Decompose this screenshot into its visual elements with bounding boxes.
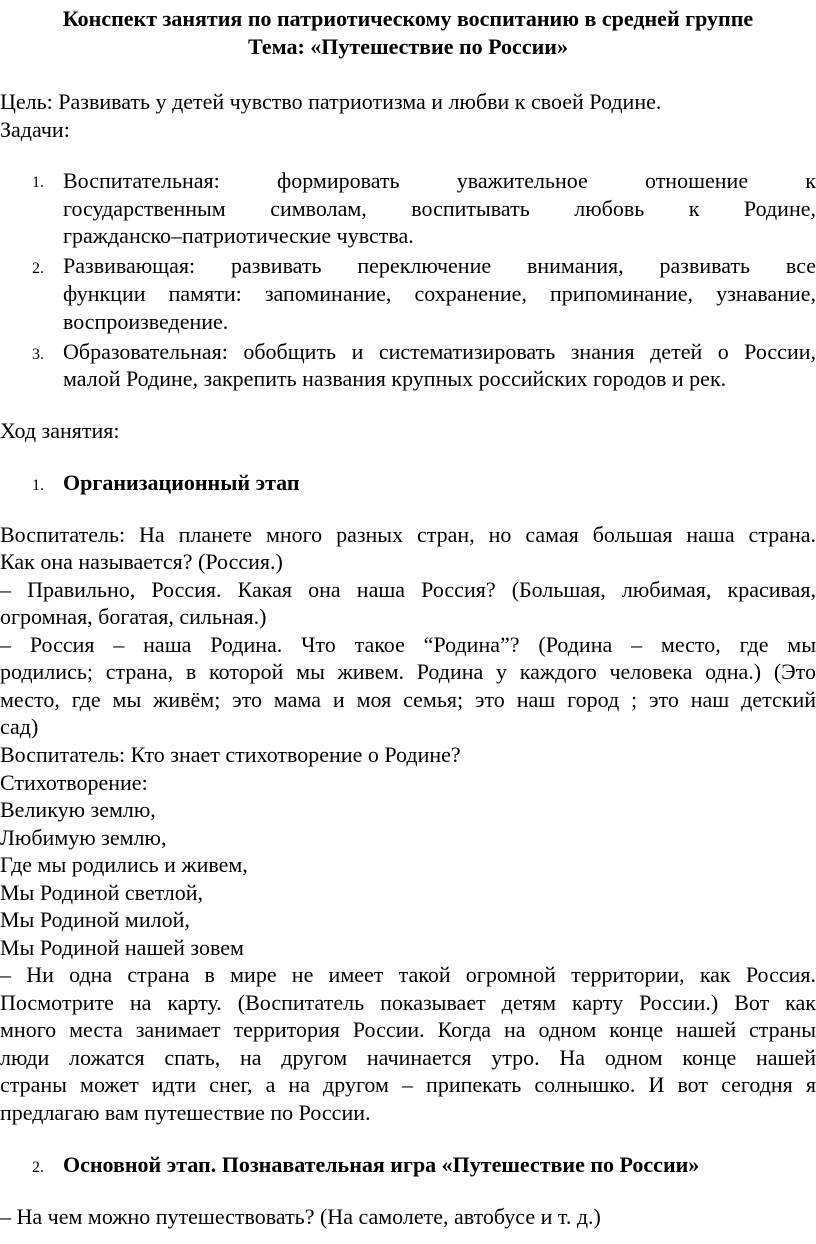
body-line: – Ни одна страна в мире не имеет такой огромной территории, как Россия. bbox=[0, 962, 816, 987]
task-line: Образовательная: обобщить и систематизировать знания детей о России, bbox=[63, 339, 816, 364]
body-line: место, где мы живём; это мама и моя семья; это наш город ; это наш детский bbox=[0, 687, 816, 712]
course-label: Ход занятия: bbox=[0, 418, 120, 443]
body-line: много места занимает территория России. Когда на одном конце нашей страны bbox=[0, 1017, 816, 1042]
document-title-line2: Тема: «Путешествие по России» bbox=[248, 34, 568, 59]
poem-line: Мы Родиной светлой, bbox=[0, 880, 204, 905]
body-line: Воспитатель: Кто знает стихотворение о Родине? bbox=[0, 742, 461, 767]
task-line: функции памяти: запоминание, сохранение, припоминание, узнавание, bbox=[63, 281, 816, 306]
task-number: 3. bbox=[32, 346, 44, 363]
body-line: страны может идти снег, а на другом – припекать солнышко. И вот сегодня я bbox=[0, 1072, 816, 1097]
task-line: воспроизведение. bbox=[63, 309, 229, 334]
body-line: Как она называется? (Россия.) bbox=[0, 549, 283, 574]
stage-title: Основной этап. Познавательная игра «Путешествие по России» bbox=[63, 1152, 700, 1177]
body-line: сад) bbox=[0, 714, 39, 739]
poem-line: Мы Родиной милой, bbox=[0, 907, 190, 932]
stage-title: Организационный этап bbox=[63, 470, 300, 495]
body-line: Посмотрите на карту. (Воспитатель показывает детям карту России.) Вот как bbox=[0, 990, 816, 1015]
body-line: – На чем можно путешествовать? (На самолете, автобусе и т. д.) bbox=[0, 1204, 601, 1229]
task-number: 1. bbox=[32, 174, 44, 191]
task-line: гражданско–патриотические чувства. bbox=[63, 223, 414, 248]
body-line: – Россия – наша Родина. Что такое “Родина”? (Родина – место, где мы bbox=[0, 632, 816, 657]
task-line: государственным символам, воспитывать любовь к Родине, bbox=[63, 196, 816, 221]
goal-text: Цель: Развивать у детей чувство патриотизма и любви к своей Родине. bbox=[0, 89, 662, 114]
task-line: малой Родине, закрепить названия крупных российских городов и рек. bbox=[63, 366, 727, 391]
stage-number: 1. bbox=[32, 477, 44, 494]
body-line: – Правильно, Россия. Какая она наша Россия? (Большая, любимая, красивая, bbox=[0, 577, 816, 602]
poem-line: Любимую землю, bbox=[0, 825, 167, 850]
body-line: люди ложатся спать, на другом начинается утро. На одном конце нашей bbox=[0, 1045, 816, 1070]
body-line: Стихотворение: bbox=[0, 770, 148, 795]
poem-line: Мы Родиной нашей зовем bbox=[0, 935, 244, 960]
body-line: огромная, богатая, сильная.) bbox=[0, 604, 267, 629]
stage-number: 2. bbox=[32, 1159, 44, 1176]
body-line: предлагаю вам путешествие по России. bbox=[0, 1100, 371, 1125]
task-line: Развивающая: развивать переключение внимания, развивать все bbox=[63, 253, 816, 278]
task-number: 2. bbox=[32, 260, 44, 277]
document-title-line1: Конспект занятия по патриотическому воспитанию в средней группе bbox=[62, 6, 754, 31]
task-line: Воспитательная: формировать уважительное отношение к bbox=[63, 168, 816, 193]
body-line: Воспитатель: На планете много разных стран, но самая большая наша страна. bbox=[0, 522, 816, 547]
tasks-label: Задачи: bbox=[0, 117, 70, 142]
poem-line: Великую землю, bbox=[0, 797, 156, 822]
poem-line: Где мы родились и живем, bbox=[0, 852, 248, 877]
body-line: родились; страна, в которой мы живем. Родина у каждого человека одна.) (Это bbox=[0, 659, 816, 684]
